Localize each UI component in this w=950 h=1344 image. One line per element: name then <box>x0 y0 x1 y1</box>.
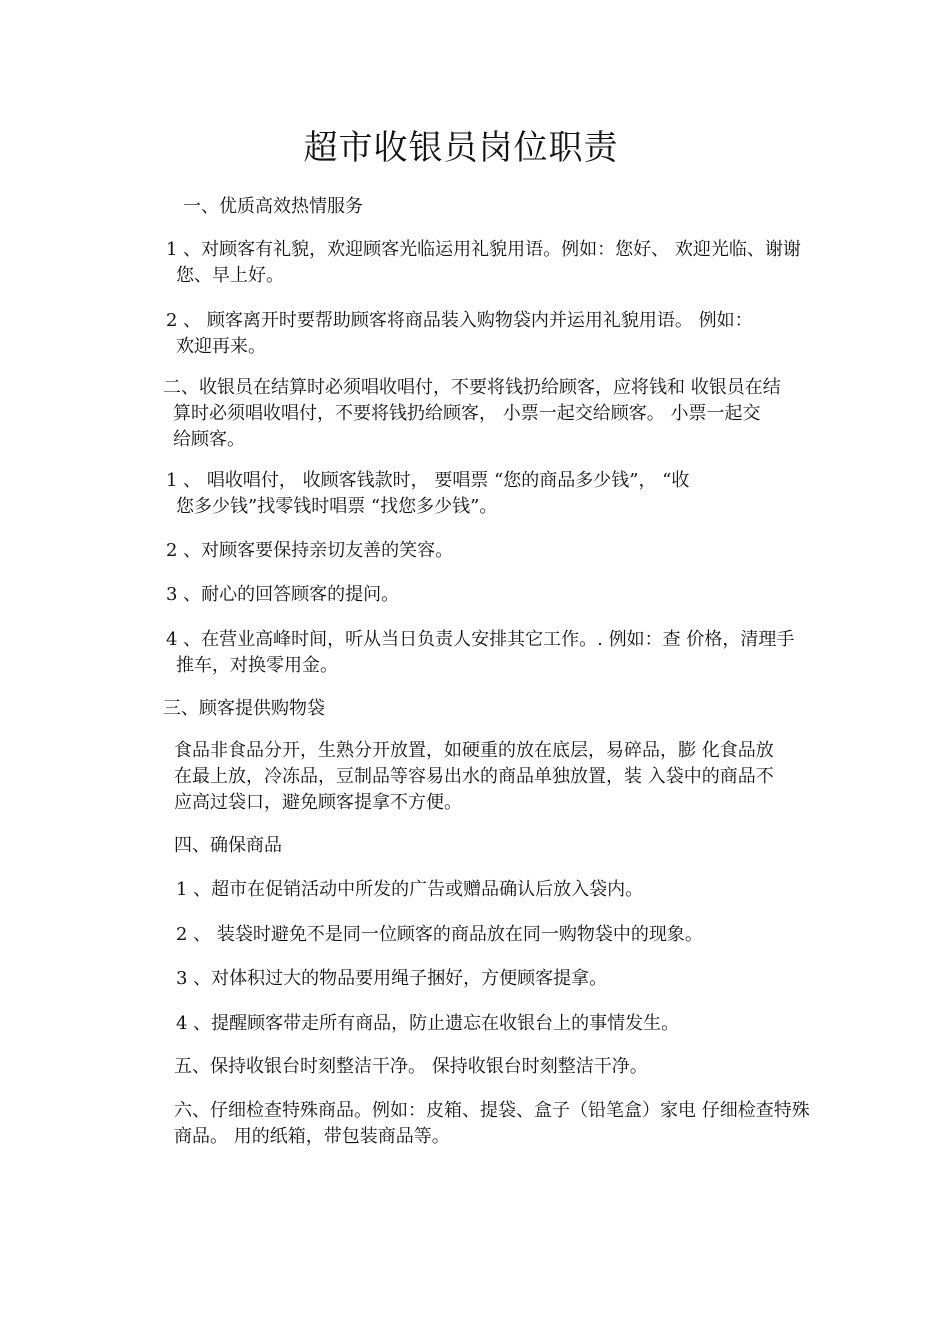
paragraph-item <box>166 237 801 289</box>
text-line: 商品。 用的纸箱，带包装商品等。 <box>174 1126 450 1147</box>
text-line: 一、优质高效热情服务 <box>183 196 363 217</box>
text-line: 食品非食品分开，生熟分开放置，如硬重的放在底层，易碎品，膨 化食品放 <box>174 740 774 761</box>
text-line: 1 、超市在促销活动中所发的广告或赠品确认后放入袋内。 <box>176 879 644 900</box>
text-line: 五、保持收银台时刻整洁干净。 保持收银台时刻整洁干净。 <box>174 1056 648 1077</box>
text-line: 欢迎再来。 <box>176 336 266 357</box>
text-line: 2 、对顾客要保持亲切友善的笑容。 <box>166 540 454 561</box>
text-line: 算时必须唱收唱付，不要将钱扔给顾客， 小票一起交给顾客。 小票一起交 <box>173 403 761 424</box>
paragraph-body <box>174 738 774 816</box>
text-line: 2 、 装袋时避免不是同一位顾客的商品放在同一购物袋中的现象。 <box>176 924 703 945</box>
paragraph-item <box>166 627 794 679</box>
text-line: 3 、对体积过大的物品要用绳子捆好，方便顾客提拿。 <box>176 968 608 989</box>
text-line: 应高过袋口，避免顾客提拿不方便。 <box>174 792 462 813</box>
text-line: 4 、提醒顾客带走所有商品，防止遗忘在收银台上的事情发生。 <box>176 1013 680 1034</box>
text-line: 1 、对顾客有礼貌，欢迎顾客光临运用礼貌用语。例如：您好、 欢迎光临、谢谢 <box>166 239 801 260</box>
text-line: 六、仔细检查特殊商品。例如：皮箱、提袋、盒子（铅笔盒）家电 仔细检查特殊 <box>174 1100 810 1121</box>
text-line: 给顾客。 <box>173 429 245 450</box>
section-heading-5 <box>174 1054 648 1080</box>
paragraph-item <box>166 582 399 608</box>
section-heading-3 <box>163 696 325 722</box>
paragraph-item <box>166 308 753 360</box>
paragraph-item <box>176 922 703 948</box>
section-heading-1 <box>183 194 363 220</box>
page-title: 超市收银员岗位职责 <box>303 128 619 168</box>
section-heading-4 <box>174 833 282 859</box>
section-heading-2 <box>163 375 781 453</box>
text-line: 4 、在营业高峰时间，听从当日负责人安排其它工作。. 例如：查 价格，清理手 <box>166 629 795 650</box>
text-line: 您、早上好。 <box>176 265 284 286</box>
text-line: 二、收银员在结算时必须唱收唱付，不要将钱扔给顾客，应将钱和 收银员在结 <box>163 377 781 398</box>
text-line: 四、确保商品 <box>174 835 282 856</box>
text-line: 3 、耐心的回答顾客的提问。 <box>166 584 400 605</box>
paragraph-item <box>176 1011 679 1037</box>
text-line: 1 、 唱收唱付， 收顾客钱款时， 要唱票 “您的商品多少钱”， “收 <box>166 470 690 491</box>
paragraph-item <box>166 538 453 564</box>
text-line: 您多少钱”找零钱时唱票 “找您多少钱”。 <box>176 496 498 517</box>
paragraph-item <box>176 877 643 903</box>
paragraph-item <box>176 966 607 992</box>
text-line: 在最上放，冷冻品，豆制品等容易出水的商品单独放置，装 入袋中的商品不 <box>174 766 774 787</box>
text-line: 2 、 顾客离开时要帮助顾客将商品装入购物袋内并运用礼貌用语。 例如： <box>166 310 753 331</box>
section-heading-6 <box>174 1098 810 1150</box>
paragraph-item <box>166 468 689 520</box>
text-line: 三、顾客提供购物袋 <box>163 698 325 719</box>
text-line: 推车，对换零用金。 <box>176 655 338 676</box>
